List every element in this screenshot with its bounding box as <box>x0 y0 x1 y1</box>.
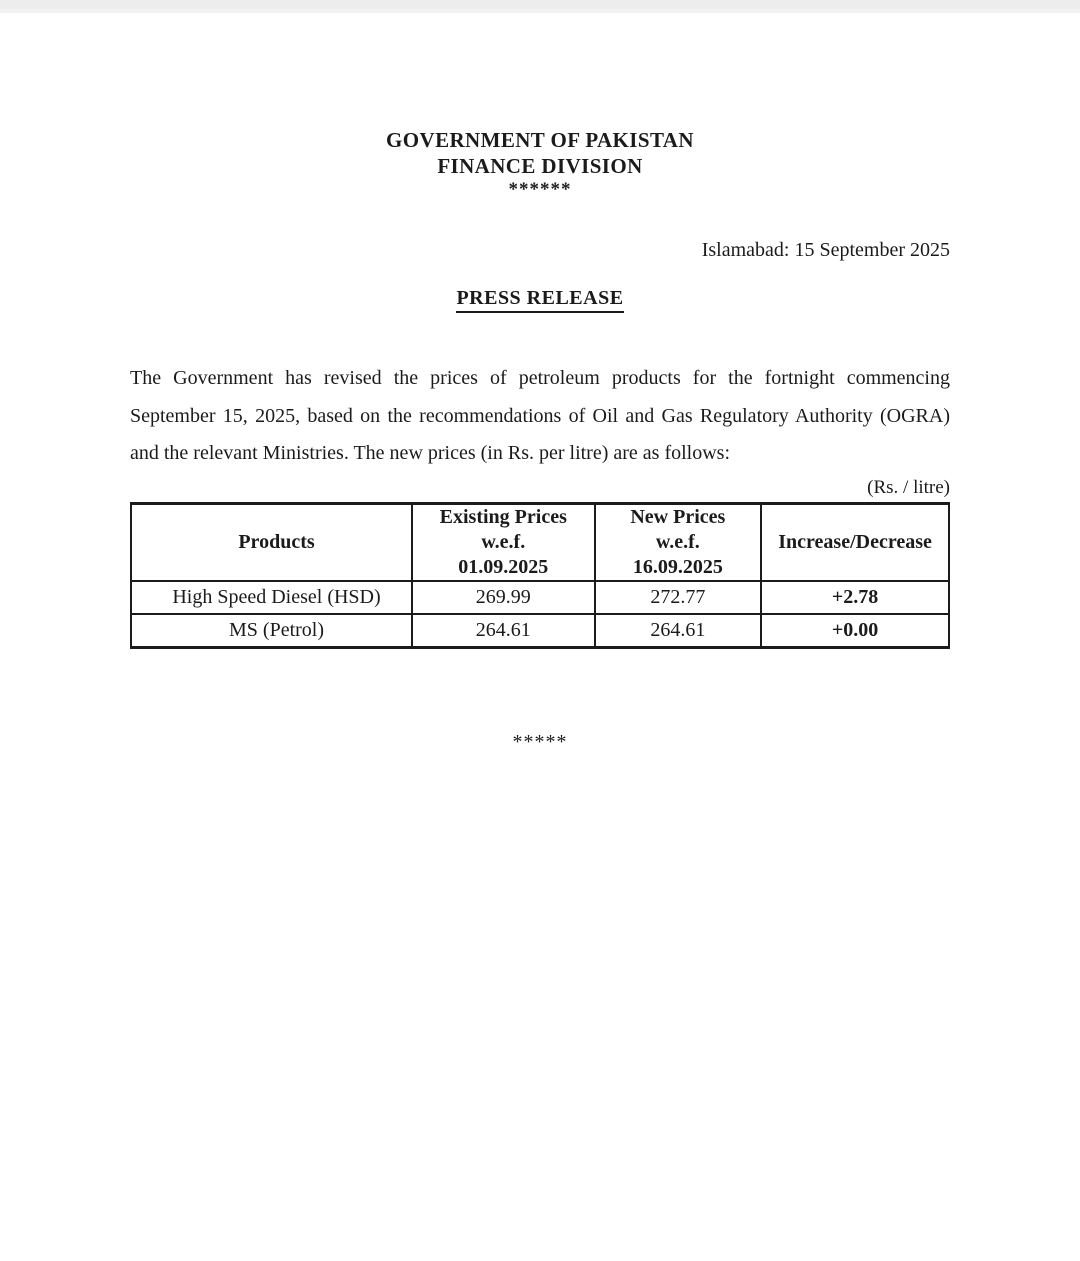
body-paragraph: The Government has revised the prices of petroleum products for the fortnight commencing September 15, 2025, based on the recommendations of Oil and Gas Regulatory Authority (OGRA) and the relevant Ministries. The new prices (in Rs. per litre) are as follows: <box>130 367 950 464</box>
new-prices-line1: New Prices <box>630 505 726 528</box>
column-header-new-prices <box>595 503 762 581</box>
change-value: +2.78 <box>761 581 949 614</box>
scan-top-edge <box>0 0 1080 13</box>
new-prices-line2: w.e.f. <box>655 530 700 553</box>
press-title-wrap <box>130 287 950 313</box>
table-row <box>131 614 949 647</box>
column-header-existing-prices <box>412 503 595 581</box>
change-value: +0.00 <box>761 614 949 647</box>
letterhead <box>130 127 950 200</box>
product-name: MS (Petrol) <box>131 614 412 647</box>
page-title: PRESS RELEASE <box>456 287 623 313</box>
table-row <box>131 581 949 614</box>
product-name: High Speed Diesel (HSD) <box>131 581 412 614</box>
existing-prices-line3: 01.09.2025 <box>458 555 549 578</box>
new-price-value: 272.77 <box>595 581 762 614</box>
table-header-row <box>131 503 949 581</box>
new-prices-line3: 16.09.2025 <box>632 555 723 578</box>
new-price-value: 264.61 <box>595 614 762 647</box>
existing-prices-line1: Existing Prices <box>439 505 567 528</box>
government-name: GOVERNMENT OF PAKISTAN <box>386 128 694 152</box>
unit-note: (Rs. / litre) <box>867 476 950 498</box>
prices-table <box>130 502 950 649</box>
existing-price-value: 269.99 <box>412 581 595 614</box>
existing-prices-line2: w.e.f. <box>481 530 526 553</box>
letterhead-separator-stars: ****** <box>508 179 572 200</box>
division-name: FINANCE DIVISION <box>437 154 643 178</box>
column-header-increase-decrease: Increase/Decrease <box>761 503 949 581</box>
document-end-stars: ***** <box>512 730 568 753</box>
existing-price-value: 264.61 <box>412 614 595 647</box>
dateline: Islamabad: 15 September 2025 <box>701 239 950 261</box>
press-release-document <box>130 127 950 754</box>
prices-table-body <box>131 581 949 647</box>
column-header-products: Products <box>131 503 412 581</box>
prices-table-header <box>131 503 949 581</box>
